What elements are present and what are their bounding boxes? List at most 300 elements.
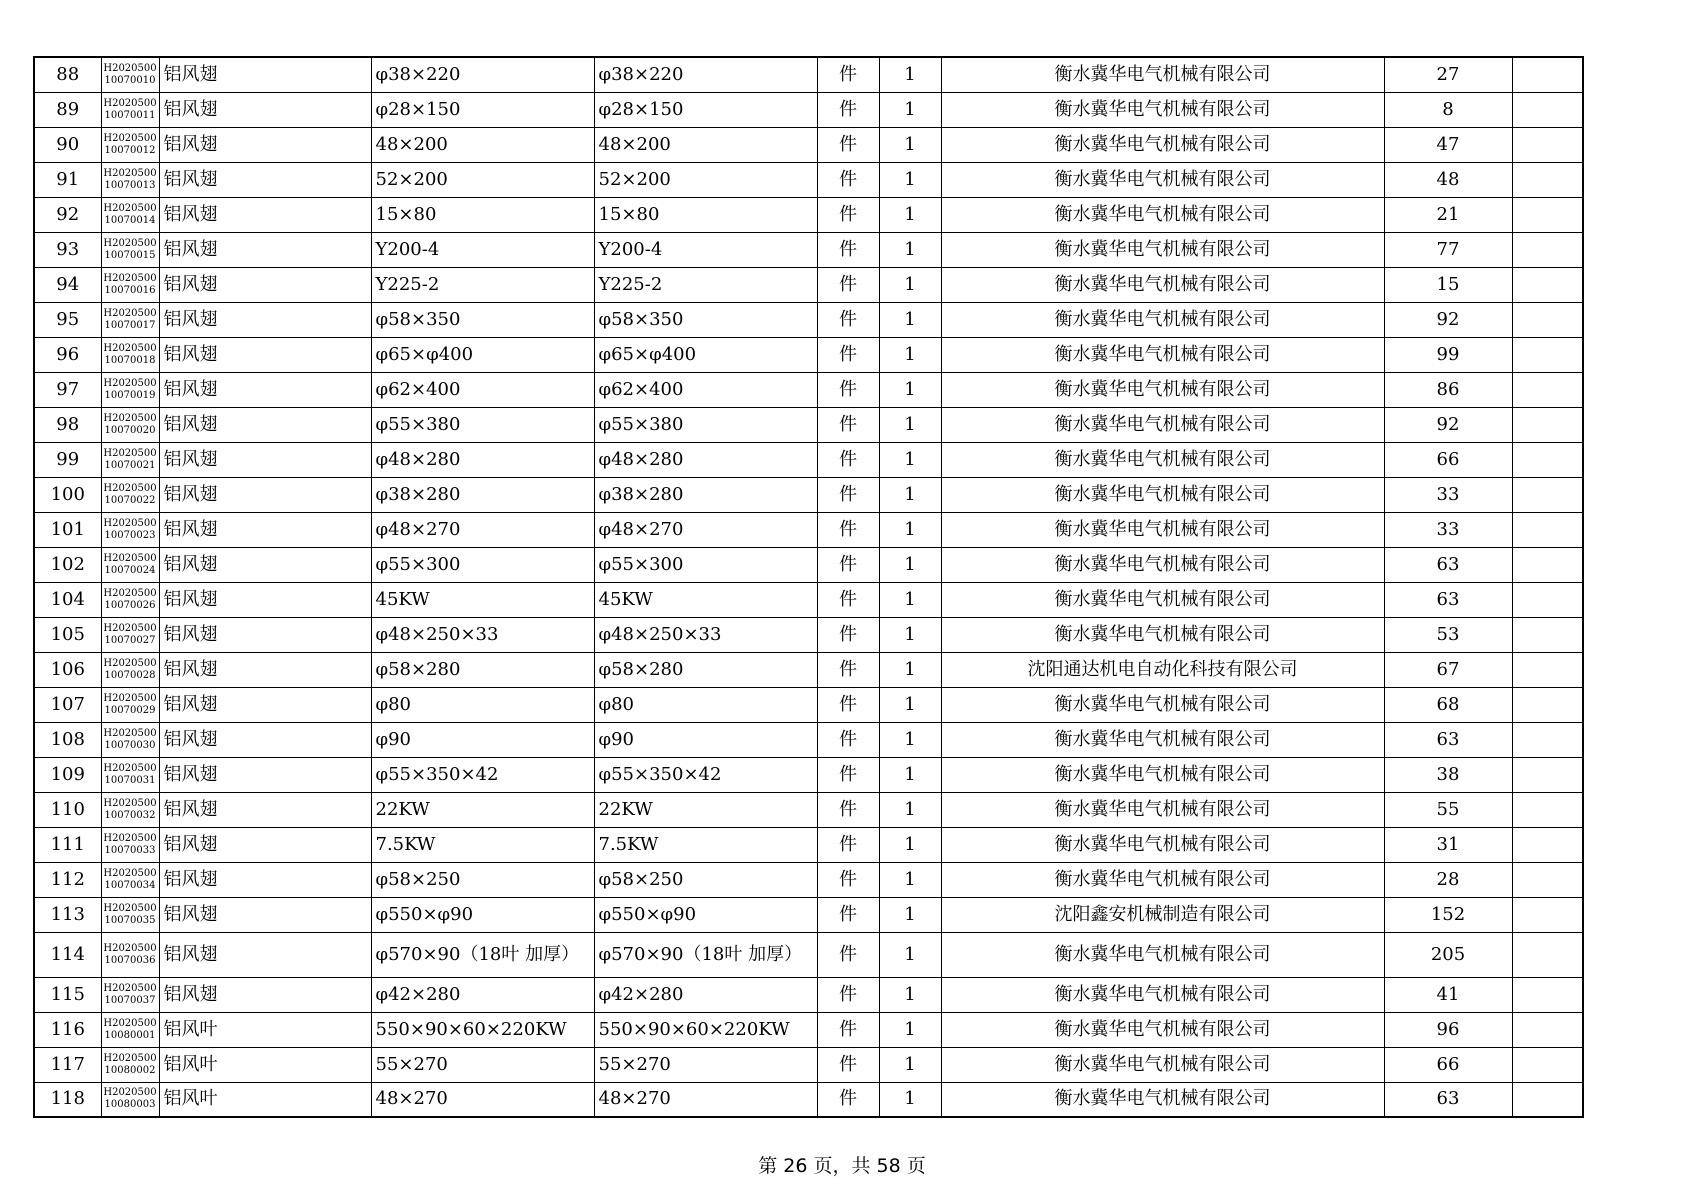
table-row (34, 512, 1583, 547)
model-cell: 55×270 (594, 1047, 817, 1082)
quantity-cell: 1 (879, 862, 941, 897)
price-cell: 21 (1384, 197, 1512, 232)
model-cell: 45KW (594, 582, 817, 617)
table-row (34, 687, 1583, 722)
table-row (34, 442, 1583, 477)
quantity-cell: 1 (879, 337, 941, 372)
unit-cell: 件 (817, 232, 879, 267)
item-code-cell: H202050010070012 (101, 127, 159, 162)
item-name-cell: 铝风翅 (159, 582, 371, 617)
price-cell: 33 (1384, 477, 1512, 512)
unit-cell: 件 (817, 582, 879, 617)
spec-cell: φ42×280 (371, 977, 594, 1012)
supplier-cell: 衡水冀华电气机械有限公司 (941, 232, 1384, 267)
price-cell: 53 (1384, 617, 1512, 652)
item-name-cell: 铝风翅 (159, 792, 371, 827)
row-number-cell: 111 (34, 827, 101, 862)
note-cell (1512, 92, 1583, 127)
row-number-cell: 113 (34, 897, 101, 932)
model-cell: φ38×280 (594, 477, 817, 512)
item-name-cell: 铝风翅 (159, 337, 371, 372)
spec-cell: φ65×φ400 (371, 337, 594, 372)
row-number-cell: 89 (34, 92, 101, 127)
note-cell (1512, 232, 1583, 267)
supplier-cell: 衡水冀华电气机械有限公司 (941, 687, 1384, 722)
item-code-cell: H202050010070013 (101, 162, 159, 197)
spec-cell: Y225-2 (371, 267, 594, 302)
note-cell (1512, 792, 1583, 827)
row-number-cell: 98 (34, 407, 101, 442)
item-code-cell: H202050010080003 (101, 1082, 159, 1117)
note-cell (1512, 197, 1583, 232)
note-cell (1512, 267, 1583, 302)
spec-cell: 22KW (371, 792, 594, 827)
model-cell: φ28×150 (594, 92, 817, 127)
note-cell (1512, 977, 1583, 1012)
spec-cell: 7.5KW (371, 827, 594, 862)
supplier-cell: 衡水冀华电气机械有限公司 (941, 197, 1384, 232)
supplier-cell: 衡水冀华电气机械有限公司 (941, 1082, 1384, 1117)
price-cell: 48 (1384, 162, 1512, 197)
unit-cell: 件 (817, 477, 879, 512)
quantity-cell: 1 (879, 897, 941, 932)
row-number-cell: 106 (34, 652, 101, 687)
price-cell: 33 (1384, 512, 1512, 547)
quantity-cell: 1 (879, 652, 941, 687)
row-number-cell: 114 (34, 932, 101, 977)
model-cell: φ550×φ90 (594, 897, 817, 932)
spec-cell: φ28×150 (371, 92, 594, 127)
item-name-cell: 铝风翅 (159, 372, 371, 407)
supplier-cell: 衡水冀华电气机械有限公司 (941, 977, 1384, 1012)
spec-cell: φ58×280 (371, 652, 594, 687)
quantity-cell: 1 (879, 197, 941, 232)
item-code-cell: H202050010080001 (101, 1012, 159, 1047)
unit-cell: 件 (817, 1082, 879, 1117)
quantity-cell: 1 (879, 57, 941, 92)
model-cell: 22KW (594, 792, 817, 827)
table-row (34, 477, 1583, 512)
row-number-cell: 99 (34, 442, 101, 477)
unit-cell: 件 (817, 127, 879, 162)
note-cell (1512, 57, 1583, 92)
unit-cell: 件 (817, 267, 879, 302)
price-cell: 86 (1384, 372, 1512, 407)
item-name-cell: 铝风翅 (159, 757, 371, 792)
supplier-cell: 衡水冀华电气机械有限公司 (941, 127, 1384, 162)
row-number-cell: 95 (34, 302, 101, 337)
model-cell: φ62×400 (594, 372, 817, 407)
table-row (34, 932, 1583, 977)
price-cell: 63 (1384, 722, 1512, 757)
row-number-cell: 105 (34, 617, 101, 652)
spec-cell: φ570×90（18叶 加厚） (371, 932, 594, 977)
table-row (34, 792, 1583, 827)
item-code-cell: H202050010070019 (101, 372, 159, 407)
row-number-cell: 104 (34, 582, 101, 617)
supplier-cell: 衡水冀华电气机械有限公司 (941, 792, 1384, 827)
row-number-cell: 117 (34, 1047, 101, 1082)
table-row (34, 547, 1583, 582)
item-code-cell: H202050010070011 (101, 92, 159, 127)
unit-cell: 件 (817, 617, 879, 652)
note-cell (1512, 127, 1583, 162)
row-number-cell: 88 (34, 57, 101, 92)
unit-cell: 件 (817, 1047, 879, 1082)
quantity-cell: 1 (879, 512, 941, 547)
price-cell: 47 (1384, 127, 1512, 162)
item-name-cell: 铝风翅 (159, 862, 371, 897)
row-number-cell: 91 (34, 162, 101, 197)
item-name-cell: 铝风翅 (159, 617, 371, 652)
item-name-cell: 铝风翅 (159, 512, 371, 547)
item-name-cell: 铝风翅 (159, 652, 371, 687)
quantity-cell: 1 (879, 232, 941, 267)
item-name-cell: 铝风叶 (159, 1012, 371, 1047)
model-cell: 7.5KW (594, 827, 817, 862)
note-cell (1512, 442, 1583, 477)
spec-cell: φ550×φ90 (371, 897, 594, 932)
supplier-cell: 衡水冀华电气机械有限公司 (941, 617, 1384, 652)
unit-cell: 件 (817, 932, 879, 977)
row-number-cell: 102 (34, 547, 101, 582)
supplier-cell: 衡水冀华电气机械有限公司 (941, 442, 1384, 477)
item-code-cell: H202050010070010 (101, 57, 159, 92)
quantity-cell: 1 (879, 1047, 941, 1082)
spec-cell: φ55×380 (371, 407, 594, 442)
item-name-cell: 铝风翅 (159, 442, 371, 477)
price-cell: 63 (1384, 547, 1512, 582)
quantity-cell: 1 (879, 302, 941, 337)
price-table (33, 56, 1584, 1118)
unit-cell: 件 (817, 862, 879, 897)
model-cell: φ48×270 (594, 512, 817, 547)
price-cell: 38 (1384, 757, 1512, 792)
quantity-cell: 1 (879, 977, 941, 1012)
quantity-cell: 1 (879, 407, 941, 442)
note-cell (1512, 862, 1583, 897)
supplier-cell: 衡水冀华电气机械有限公司 (941, 92, 1384, 127)
model-cell: φ48×280 (594, 442, 817, 477)
unit-cell: 件 (817, 57, 879, 92)
supplier-cell: 衡水冀华电气机械有限公司 (941, 582, 1384, 617)
row-number-cell: 94 (34, 267, 101, 302)
row-number-cell: 92 (34, 197, 101, 232)
model-cell: φ55×350×42 (594, 757, 817, 792)
row-number-cell: 108 (34, 722, 101, 757)
item-name-cell: 铝风翅 (159, 162, 371, 197)
unit-cell: 件 (817, 652, 879, 687)
item-code-cell: H202050010070035 (101, 897, 159, 932)
price-cell: 152 (1384, 897, 1512, 932)
item-name-cell: 铝风翅 (159, 302, 371, 337)
spec-cell: 55×270 (371, 1047, 594, 1082)
model-cell: φ38×220 (594, 57, 817, 92)
quantity-cell: 1 (879, 687, 941, 722)
item-code-cell: H202050010070016 (101, 267, 159, 302)
model-cell: φ65×φ400 (594, 337, 817, 372)
note-cell (1512, 477, 1583, 512)
spec-cell: φ58×250 (371, 862, 594, 897)
table-row (34, 267, 1583, 302)
unit-cell: 件 (817, 92, 879, 127)
page-footer: 第 26 页，共 58 页 (758, 1155, 926, 1177)
model-cell: 550×90×60×220KW (594, 1012, 817, 1047)
item-code-cell: H202050010070028 (101, 652, 159, 687)
table-row (34, 652, 1583, 687)
row-number-cell: 109 (34, 757, 101, 792)
row-number-cell: 110 (34, 792, 101, 827)
quantity-cell: 1 (879, 932, 941, 977)
model-cell: φ58×350 (594, 302, 817, 337)
supplier-cell: 沈阳鑫安机械制造有限公司 (941, 897, 1384, 932)
item-code-cell: H202050010070022 (101, 477, 159, 512)
quantity-cell: 1 (879, 477, 941, 512)
table-row (34, 722, 1583, 757)
row-number-cell: 107 (34, 687, 101, 722)
spec-cell: 45KW (371, 582, 594, 617)
spec-cell: 48×200 (371, 127, 594, 162)
quantity-cell: 1 (879, 547, 941, 582)
unit-cell: 件 (817, 547, 879, 582)
item-code-cell: H202050010070034 (101, 862, 159, 897)
row-number-cell: 96 (34, 337, 101, 372)
table-row (34, 1082, 1583, 1117)
item-code-cell: H202050010070033 (101, 827, 159, 862)
unit-cell: 件 (817, 512, 879, 547)
price-cell: 28 (1384, 862, 1512, 897)
row-number-cell: 116 (34, 1012, 101, 1047)
unit-cell: 件 (817, 407, 879, 442)
spec-cell: φ90 (371, 722, 594, 757)
table-row (34, 897, 1583, 932)
item-name-cell: 铝风翅 (159, 267, 371, 302)
item-code-cell: H202050010070014 (101, 197, 159, 232)
item-code-cell: H202050010070021 (101, 442, 159, 477)
item-code-cell: H202050010070020 (101, 407, 159, 442)
model-cell: φ570×90（18叶 加厚） (594, 932, 817, 977)
supplier-cell: 衡水冀华电气机械有限公司 (941, 57, 1384, 92)
table-body (34, 57, 1583, 1117)
supplier-cell: 衡水冀华电气机械有限公司 (941, 477, 1384, 512)
table-row (34, 582, 1583, 617)
table-row (34, 617, 1583, 652)
unit-cell: 件 (817, 197, 879, 232)
price-cell: 92 (1384, 302, 1512, 337)
row-number-cell: 101 (34, 512, 101, 547)
item-name-cell: 铝风翅 (159, 232, 371, 267)
note-cell (1512, 932, 1583, 977)
supplier-cell: 衡水冀华电气机械有限公司 (941, 337, 1384, 372)
item-code-cell: H202050010070030 (101, 722, 159, 757)
note-cell (1512, 337, 1583, 372)
item-name-cell: 铝风翅 (159, 897, 371, 932)
model-cell: 48×270 (594, 1082, 817, 1117)
model-cell: Y200-4 (594, 232, 817, 267)
model-cell: 15×80 (594, 197, 817, 232)
note-cell (1512, 512, 1583, 547)
unit-cell: 件 (817, 687, 879, 722)
spec-cell: Y200-4 (371, 232, 594, 267)
note-cell (1512, 652, 1583, 687)
note-cell (1512, 757, 1583, 792)
item-code-cell: H202050010070029 (101, 687, 159, 722)
price-cell: 41 (1384, 977, 1512, 1012)
note-cell (1512, 407, 1583, 442)
item-name-cell: 铝风翅 (159, 127, 371, 162)
price-cell: 27 (1384, 57, 1512, 92)
model-cell: φ58×250 (594, 862, 817, 897)
item-code-cell: H202050010070023 (101, 512, 159, 547)
item-code-cell: H202050010070015 (101, 232, 159, 267)
table-row (34, 977, 1583, 1012)
item-name-cell: 铝风翅 (159, 407, 371, 442)
note-cell (1512, 897, 1583, 932)
price-cell: 68 (1384, 687, 1512, 722)
model-cell: φ58×280 (594, 652, 817, 687)
item-code-cell: H202050010070031 (101, 757, 159, 792)
unit-cell: 件 (817, 337, 879, 372)
quantity-cell: 1 (879, 442, 941, 477)
price-cell: 67 (1384, 652, 1512, 687)
item-code-cell: H202050010070032 (101, 792, 159, 827)
supplier-cell: 衡水冀华电气机械有限公司 (941, 1012, 1384, 1047)
price-cell: 15 (1384, 267, 1512, 302)
note-cell (1512, 302, 1583, 337)
price-cell: 77 (1384, 232, 1512, 267)
supplier-cell: 衡水冀华电气机械有限公司 (941, 547, 1384, 582)
item-code-cell: H202050010070026 (101, 582, 159, 617)
unit-cell: 件 (817, 897, 879, 932)
supplier-cell: 衡水冀华电气机械有限公司 (941, 722, 1384, 757)
table-row (34, 757, 1583, 792)
row-number-cell: 112 (34, 862, 101, 897)
table-row (34, 92, 1583, 127)
quantity-cell: 1 (879, 92, 941, 127)
note-cell (1512, 1082, 1583, 1117)
item-name-cell: 铝风翅 (159, 687, 371, 722)
table-row (34, 232, 1583, 267)
item-code-cell: H202050010070027 (101, 617, 159, 652)
supplier-cell: 衡水冀华电气机械有限公司 (941, 512, 1384, 547)
quantity-cell: 1 (879, 267, 941, 302)
unit-cell: 件 (817, 1012, 879, 1047)
model-cell: φ80 (594, 687, 817, 722)
table-row (34, 372, 1583, 407)
item-name-cell: 铝风翅 (159, 932, 371, 977)
model-cell: φ55×380 (594, 407, 817, 442)
row-number-cell: 100 (34, 477, 101, 512)
price-cell: 66 (1384, 442, 1512, 477)
item-code-cell: H202050010070036 (101, 932, 159, 977)
spec-cell: 48×270 (371, 1082, 594, 1117)
model-cell: Y225-2 (594, 267, 817, 302)
table-row (34, 827, 1583, 862)
price-cell: 63 (1384, 582, 1512, 617)
table-row (34, 162, 1583, 197)
model-cell: φ42×280 (594, 977, 817, 1012)
supplier-cell: 衡水冀华电气机械有限公司 (941, 162, 1384, 197)
quantity-cell: 1 (879, 162, 941, 197)
quantity-cell: 1 (879, 372, 941, 407)
item-code-cell: H202050010070017 (101, 302, 159, 337)
price-cell: 8 (1384, 92, 1512, 127)
supplier-cell: 沈阳通达机电自动化科技有限公司 (941, 652, 1384, 687)
price-cell: 205 (1384, 932, 1512, 977)
unit-cell: 件 (817, 827, 879, 862)
table-row (34, 57, 1583, 92)
model-cell: φ48×250×33 (594, 617, 817, 652)
note-cell (1512, 547, 1583, 582)
quantity-cell: 1 (879, 1012, 941, 1047)
item-name-cell: 铝风翅 (159, 827, 371, 862)
price-cell: 92 (1384, 407, 1512, 442)
unit-cell: 件 (817, 442, 879, 477)
unit-cell: 件 (817, 302, 879, 337)
model-cell: φ55×300 (594, 547, 817, 582)
note-cell (1512, 827, 1583, 862)
spec-cell: φ48×280 (371, 442, 594, 477)
row-number-cell: 93 (34, 232, 101, 267)
price-cell: 99 (1384, 337, 1512, 372)
quantity-cell: 1 (879, 722, 941, 757)
table-row (34, 127, 1583, 162)
item-code-cell: H202050010080002 (101, 1047, 159, 1082)
model-cell: φ90 (594, 722, 817, 757)
price-cell: 63 (1384, 1082, 1512, 1117)
supplier-cell: 衡水冀华电气机械有限公司 (941, 267, 1384, 302)
item-name-cell: 铝风翅 (159, 92, 371, 127)
quantity-cell: 1 (879, 127, 941, 162)
row-number-cell: 118 (34, 1082, 101, 1117)
spec-cell: 550×90×60×220KW (371, 1012, 594, 1047)
row-number-cell: 97 (34, 372, 101, 407)
item-name-cell: 铝风翅 (159, 977, 371, 1012)
item-name-cell: 铝风翅 (159, 477, 371, 512)
unit-cell: 件 (817, 372, 879, 407)
item-name-cell: 铝风翅 (159, 57, 371, 92)
spec-cell: φ38×220 (371, 57, 594, 92)
table-row (34, 862, 1583, 897)
table-row (34, 1047, 1583, 1082)
supplier-cell: 衡水冀华电气机械有限公司 (941, 932, 1384, 977)
note-cell (1512, 617, 1583, 652)
quantity-cell: 1 (879, 1082, 941, 1117)
item-name-cell: 铝风叶 (159, 1082, 371, 1117)
table-row (34, 1012, 1583, 1047)
supplier-cell: 衡水冀华电气机械有限公司 (941, 372, 1384, 407)
supplier-cell: 衡水冀华电气机械有限公司 (941, 407, 1384, 442)
supplier-cell: 衡水冀华电气机械有限公司 (941, 827, 1384, 862)
spec-cell: φ62×400 (371, 372, 594, 407)
unit-cell: 件 (817, 757, 879, 792)
table-row (34, 302, 1583, 337)
item-name-cell: 铝风翅 (159, 547, 371, 582)
quantity-cell: 1 (879, 617, 941, 652)
item-name-cell: 铝风翅 (159, 197, 371, 232)
item-code-cell: H202050010070024 (101, 547, 159, 582)
supplier-cell: 衡水冀华电气机械有限公司 (941, 757, 1384, 792)
note-cell (1512, 722, 1583, 757)
note-cell (1512, 1012, 1583, 1047)
supplier-cell: 衡水冀华电气机械有限公司 (941, 1047, 1384, 1082)
quantity-cell: 1 (879, 757, 941, 792)
supplier-cell: 衡水冀华电气机械有限公司 (941, 862, 1384, 897)
spec-cell: φ48×270 (371, 512, 594, 547)
spec-cell: φ48×250×33 (371, 617, 594, 652)
item-name-cell: 铝风翅 (159, 722, 371, 757)
quantity-cell: 1 (879, 582, 941, 617)
